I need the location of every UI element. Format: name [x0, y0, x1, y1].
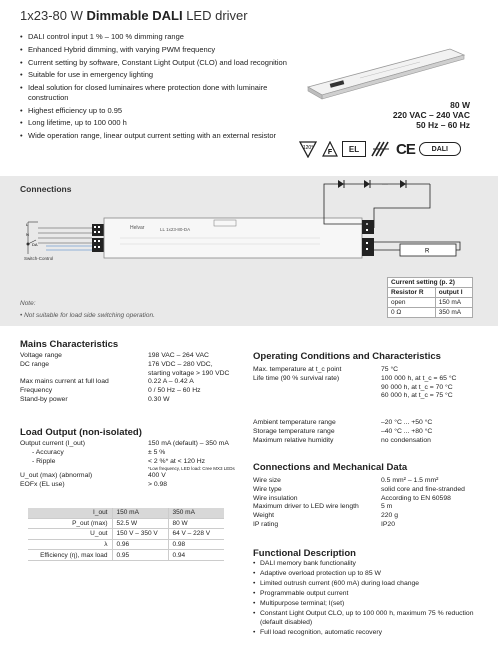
note-heading: Note:	[20, 300, 36, 307]
table-cell: 350 mA	[435, 308, 472, 318]
mechanical-table	[253, 477, 483, 530]
spec-frequency: 50 Hz – 60 Hz	[416, 120, 470, 130]
table-row	[28, 518, 224, 529]
list-item: • DALI memory bank functionality	[253, 560, 479, 569]
functional-heading: Functional Description	[253, 548, 356, 559]
table-row: - Ripple < 2 %* at < 120 Hz	[32, 457, 206, 465]
table-row: Voltage range 198 VAC – 264 VAC	[20, 352, 209, 359]
table-cell: 52.5 W	[112, 518, 168, 529]
operating-table	[253, 366, 483, 401]
table-row	[388, 308, 473, 318]
svg-text:N: N	[26, 232, 29, 237]
table-row: Maximum relative humidity no condensation	[253, 436, 431, 444]
current-setting-table	[387, 277, 473, 318]
certification-marks	[298, 138, 461, 160]
table-row	[28, 529, 224, 540]
table-cell: 64 V – 228 V	[168, 529, 224, 540]
table-row: Wire size 0.5 mm² – 1.5 mm²	[253, 477, 439, 484]
svg-text:DA: DA	[32, 242, 38, 247]
table-row: Max mains current at full load 0.22 A – 0.42 A	[20, 378, 194, 386]
feature-list	[20, 32, 292, 144]
table-cell: λ	[28, 539, 112, 550]
title-suffix: LED driver	[186, 8, 248, 23]
list-item: • Full load recognition, automatic recovery	[253, 629, 479, 638]
feature-item: • Highest efficiency up to 0.95	[20, 106, 292, 116]
feature-item: • Long lifetime, up to 100 000 h	[20, 118, 292, 128]
svg-text:L: L	[26, 222, 29, 227]
operating-heading: Operating Conditions and Characteristics	[253, 351, 441, 362]
el-cert-icon: EL	[342, 141, 366, 157]
table-cell: 350 mA	[168, 508, 224, 518]
table-header: Resistor R	[388, 288, 436, 298]
dali-logo-icon: DALI	[419, 142, 461, 156]
table-row: Frequency 0 / 50 Hz – 60 Hz	[20, 387, 201, 395]
table-cell: 0 Ω	[388, 308, 436, 318]
table-row	[28, 550, 224, 561]
ce-mark-icon: CE	[396, 140, 415, 158]
current-setting-title: Current setting (p. 2)	[388, 278, 473, 288]
spec-voltage: 220 VAC – 240 VAC	[392, 110, 470, 120]
table-row: starting voltage > 190 VDC	[148, 369, 230, 377]
table-row: Storage temperature range –40 °C ... +80 °C	[253, 427, 433, 435]
list-item: • Adaptive overload protection up to 85 W	[253, 570, 479, 579]
table-cell: P_out (max)	[28, 518, 112, 529]
feature-item: • Suitable for use in emergency lighting	[20, 70, 292, 80]
spec-power: 80 W	[450, 100, 470, 110]
feature-item: • Current setting by software, Constant Light Output (CLO) and load recognition	[20, 58, 292, 68]
table-cell: 150 mA	[112, 508, 168, 518]
table-cell: Efficiency (η), max load	[28, 550, 112, 561]
table-row: U_out (max) (abnormal) 400 V	[20, 472, 166, 480]
functional-list	[253, 560, 479, 639]
f-mark-icon	[322, 141, 338, 157]
svg-text:120°: 120°	[302, 145, 314, 151]
performance-table	[28, 508, 224, 561]
table-cell: 150 V – 350 V	[112, 529, 168, 540]
table-cell: 150 mA	[435, 298, 472, 308]
feature-item: • Enhanced Hybrid dimming, with varying PWM frequency	[20, 45, 292, 55]
svg-text:Switch-Control: Switch-Control	[24, 256, 54, 261]
load-output-table	[20, 440, 248, 490]
table-row: Wire type solid core and fine-stranded	[253, 485, 465, 493]
table-row: Stand-by power 0.30 W	[20, 395, 170, 403]
table-cell: 0.95	[112, 550, 168, 561]
table-row: IP rating IP20	[253, 520, 395, 528]
table-row	[388, 298, 473, 308]
mains-heading: Mains Characteristics	[20, 339, 119, 350]
table-cell: 0.94	[168, 550, 224, 561]
enec-mark-icon	[370, 140, 392, 158]
list-item: • Constant Light Output CLO, up to 100 000 h, maximum 75 % reduction (default disabled)	[253, 610, 479, 628]
table-row: - Accuracy ± 5 %	[32, 448, 166, 456]
mains-table	[20, 352, 248, 405]
feature-item: • Wide operation range, linear output current setting with an external resistor	[20, 131, 292, 141]
table-header-row	[28, 508, 224, 518]
table-cell: 80 W	[168, 518, 224, 529]
table-row: Output current (I_out) 150 mA (default) – 350 mA	[20, 440, 229, 447]
table-row: DC range 176 VDC – 280 VDC,	[20, 360, 213, 368]
ambient-table	[253, 419, 483, 445]
svg-text:F: F	[327, 149, 333, 156]
table-row: Maximum driver to LED wire length 5 m	[253, 503, 393, 511]
svg-text:Helvar: Helvar	[130, 225, 145, 231]
table-row: *Low frequency, LED load: Cree MX3 LEDs	[148, 466, 235, 472]
temperature-cert-icon	[298, 140, 318, 158]
table-row	[28, 539, 224, 550]
table-cell: 0.98	[168, 539, 224, 550]
list-item: • Multipurpose terminal; I(set)	[253, 600, 479, 609]
product-image	[300, 45, 470, 100]
table-row: Life time (90 % survival rate) 100 000 h, at t_c = 65 °C	[253, 374, 457, 382]
page-title	[20, 8, 248, 23]
feature-item: • Ideal solution for closed luminaires where protection done with luminaire construction	[20, 83, 292, 102]
table-row: Weight 220 g	[253, 512, 399, 520]
table-row: Max. temperature at t_c point 75 °C	[253, 366, 399, 373]
note-text: • Not suitable for load side switching operation.	[20, 312, 155, 319]
product-specs	[393, 100, 470, 130]
svg-text:R: R	[425, 248, 430, 255]
feature-item: • DALI control input 1 % – 100 % dimming range	[20, 32, 292, 42]
mechanical-heading: Connections and Mechanical Data	[253, 462, 408, 473]
table-row: 90 000 h, at t_c = 70 °C	[381, 383, 453, 391]
list-item: • Limited outrush current (600 mA) during load change	[253, 580, 479, 589]
list-item: • Programmable output current	[253, 590, 479, 599]
table-row: Ambient temperature range –20 °C ... +50 °C	[253, 419, 433, 426]
svg-text:···: ···	[382, 182, 388, 188]
table-cell: I_out	[28, 508, 112, 518]
title-prefix: 1x23-80 W	[20, 8, 83, 23]
load-output-heading: Load Output (non-isolated)	[20, 427, 142, 438]
table-row: Wire insulation According to EN 60598	[253, 494, 451, 502]
title-bold: Dimmable DALI	[86, 8, 183, 23]
connections-heading: Connections	[20, 184, 72, 194]
table-cell: open	[388, 298, 436, 308]
svg-text:LL 1x23-80-DA: LL 1x23-80-DA	[160, 227, 191, 232]
table-cell: 0.96	[112, 539, 168, 550]
table-cell: U_out	[28, 529, 112, 540]
table-header: output I	[435, 288, 472, 298]
table-row: 60 000 h, at t_c = 75 °C	[381, 392, 453, 400]
table-row: EOFx (EL use) > 0.98	[20, 481, 168, 489]
